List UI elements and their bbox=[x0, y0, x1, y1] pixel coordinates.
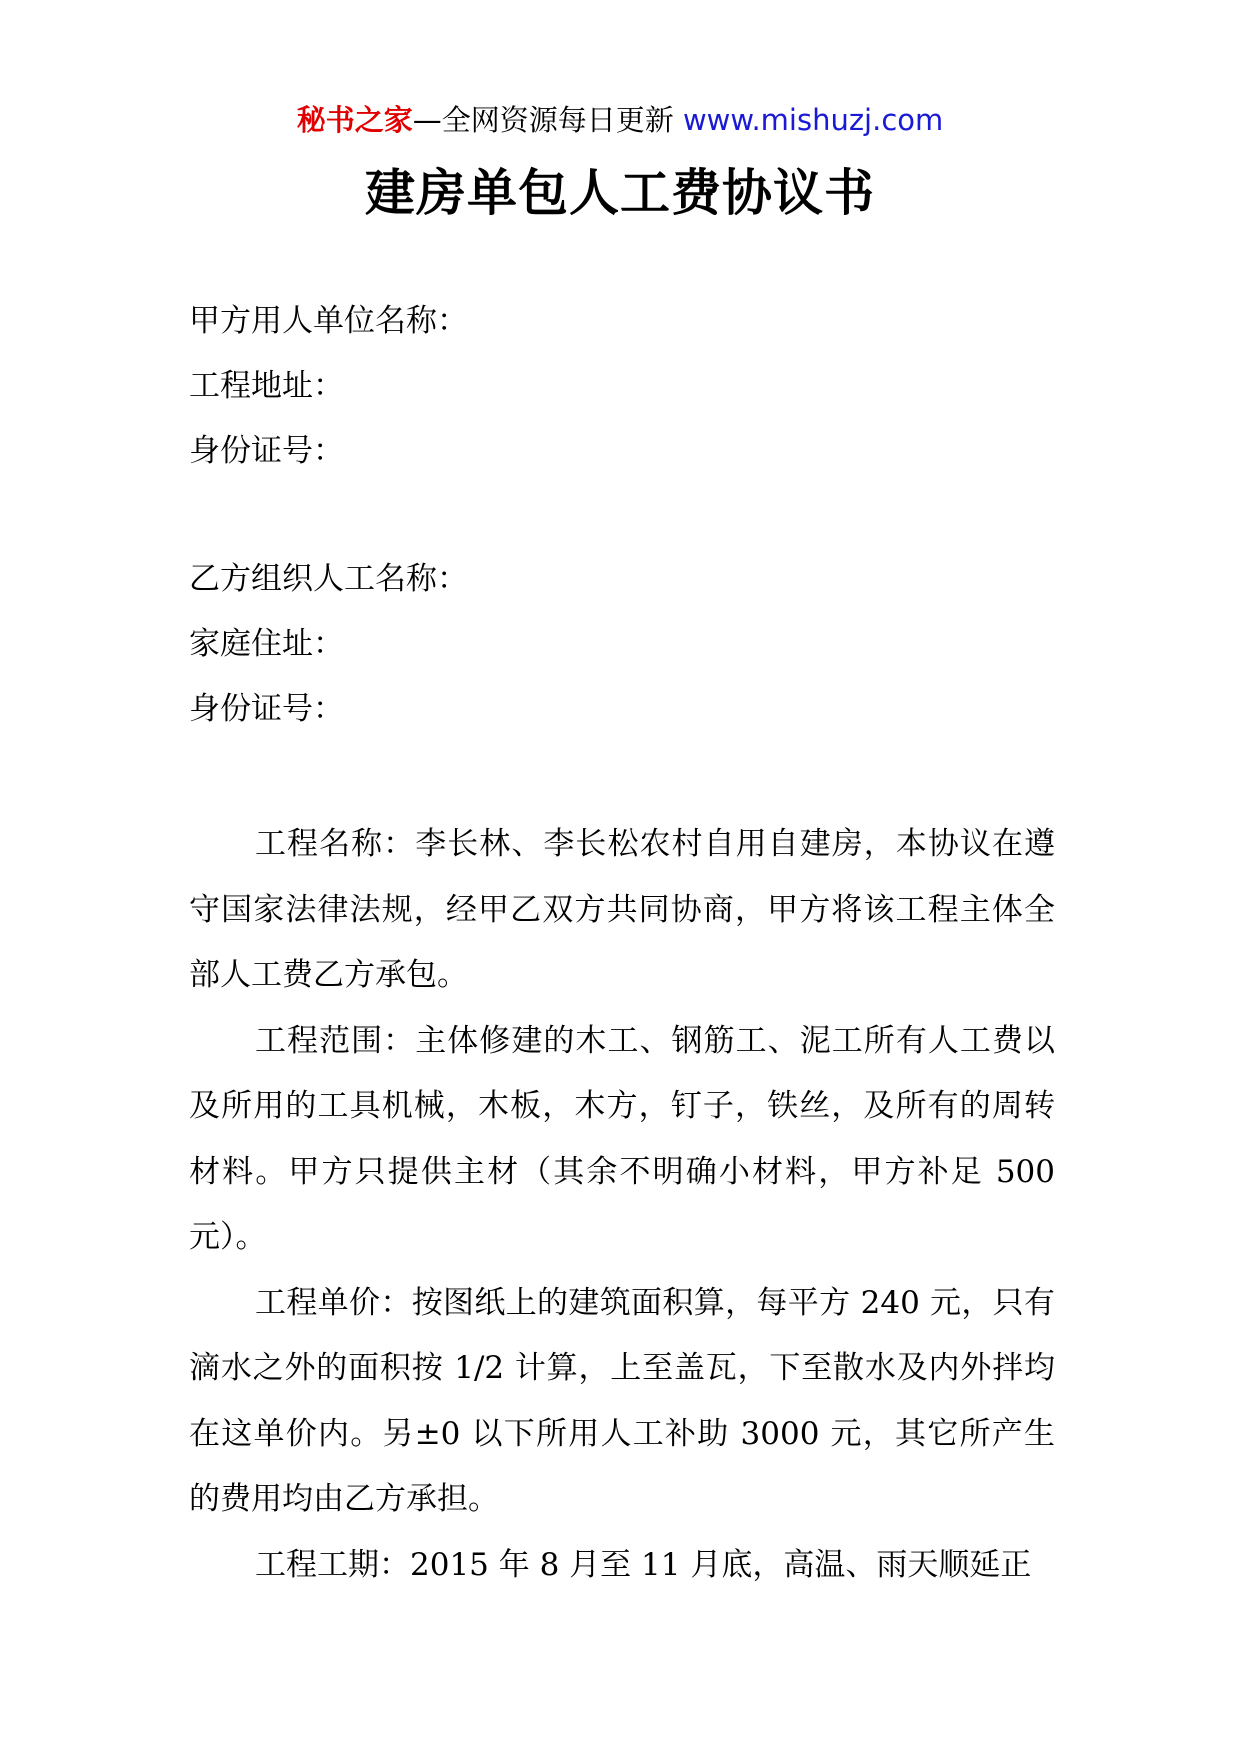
site-tagline: —全网资源每日更新 bbox=[412, 103, 674, 137]
document-title: 建房单包人工费协议书 bbox=[365, 163, 875, 222]
paragraph-unit-price: 工程单价：按图纸上的建筑面积算，每平方 240 元，只有滴水之外的面积按 1/2 计算，上至盖瓦，下至散水及内外拌均在这单价内。另±0 以下所用人工补助 3000 元，其它所产生的费用均由乙方承担。 bbox=[189, 1284, 1055, 1517]
party-a-name-label: 甲方用人单位名称： bbox=[189, 303, 468, 339]
party-a-id-label: 身份证号： bbox=[189, 433, 344, 469]
document-body bbox=[189, 295, 1055, 1598]
party-a-address-label: 工程地址： bbox=[189, 368, 344, 404]
site-url[interactable]: www.mishuzj.com bbox=[682, 103, 944, 137]
party-b-name-label: 乙方组织人工名称： bbox=[189, 561, 468, 597]
paragraph-schedule: 工程工期：2015 年 8 月至 11 月底，高温、雨天顺延正 bbox=[255, 1546, 1032, 1583]
site-header bbox=[0, 100, 1240, 140]
site-name: 秘书之家 bbox=[296, 103, 413, 137]
spacer bbox=[189, 490, 1055, 553]
party-b-address-label: 家庭住址： bbox=[189, 626, 344, 662]
paragraph-project-name: 工程名称：李长林、李长松农村自用自建房，本协议在遵守国家法律法规，经甲乙双方共同协商，甲方将该工程主体全部人工费乙方承包。 bbox=[189, 826, 1055, 993]
spacer bbox=[189, 748, 1055, 812]
paragraph-project-scope: 工程范围：主体修建的木工、钢筋工、泥工所有人工费以及所用的工具机械，木板，木方，钉子，铁丝，及所有的周转材料。甲方只提供主材（其余不明确小材料，甲方补足 500 元）。 bbox=[189, 1022, 1055, 1255]
party-b-id-label: 身份证号： bbox=[189, 691, 344, 727]
